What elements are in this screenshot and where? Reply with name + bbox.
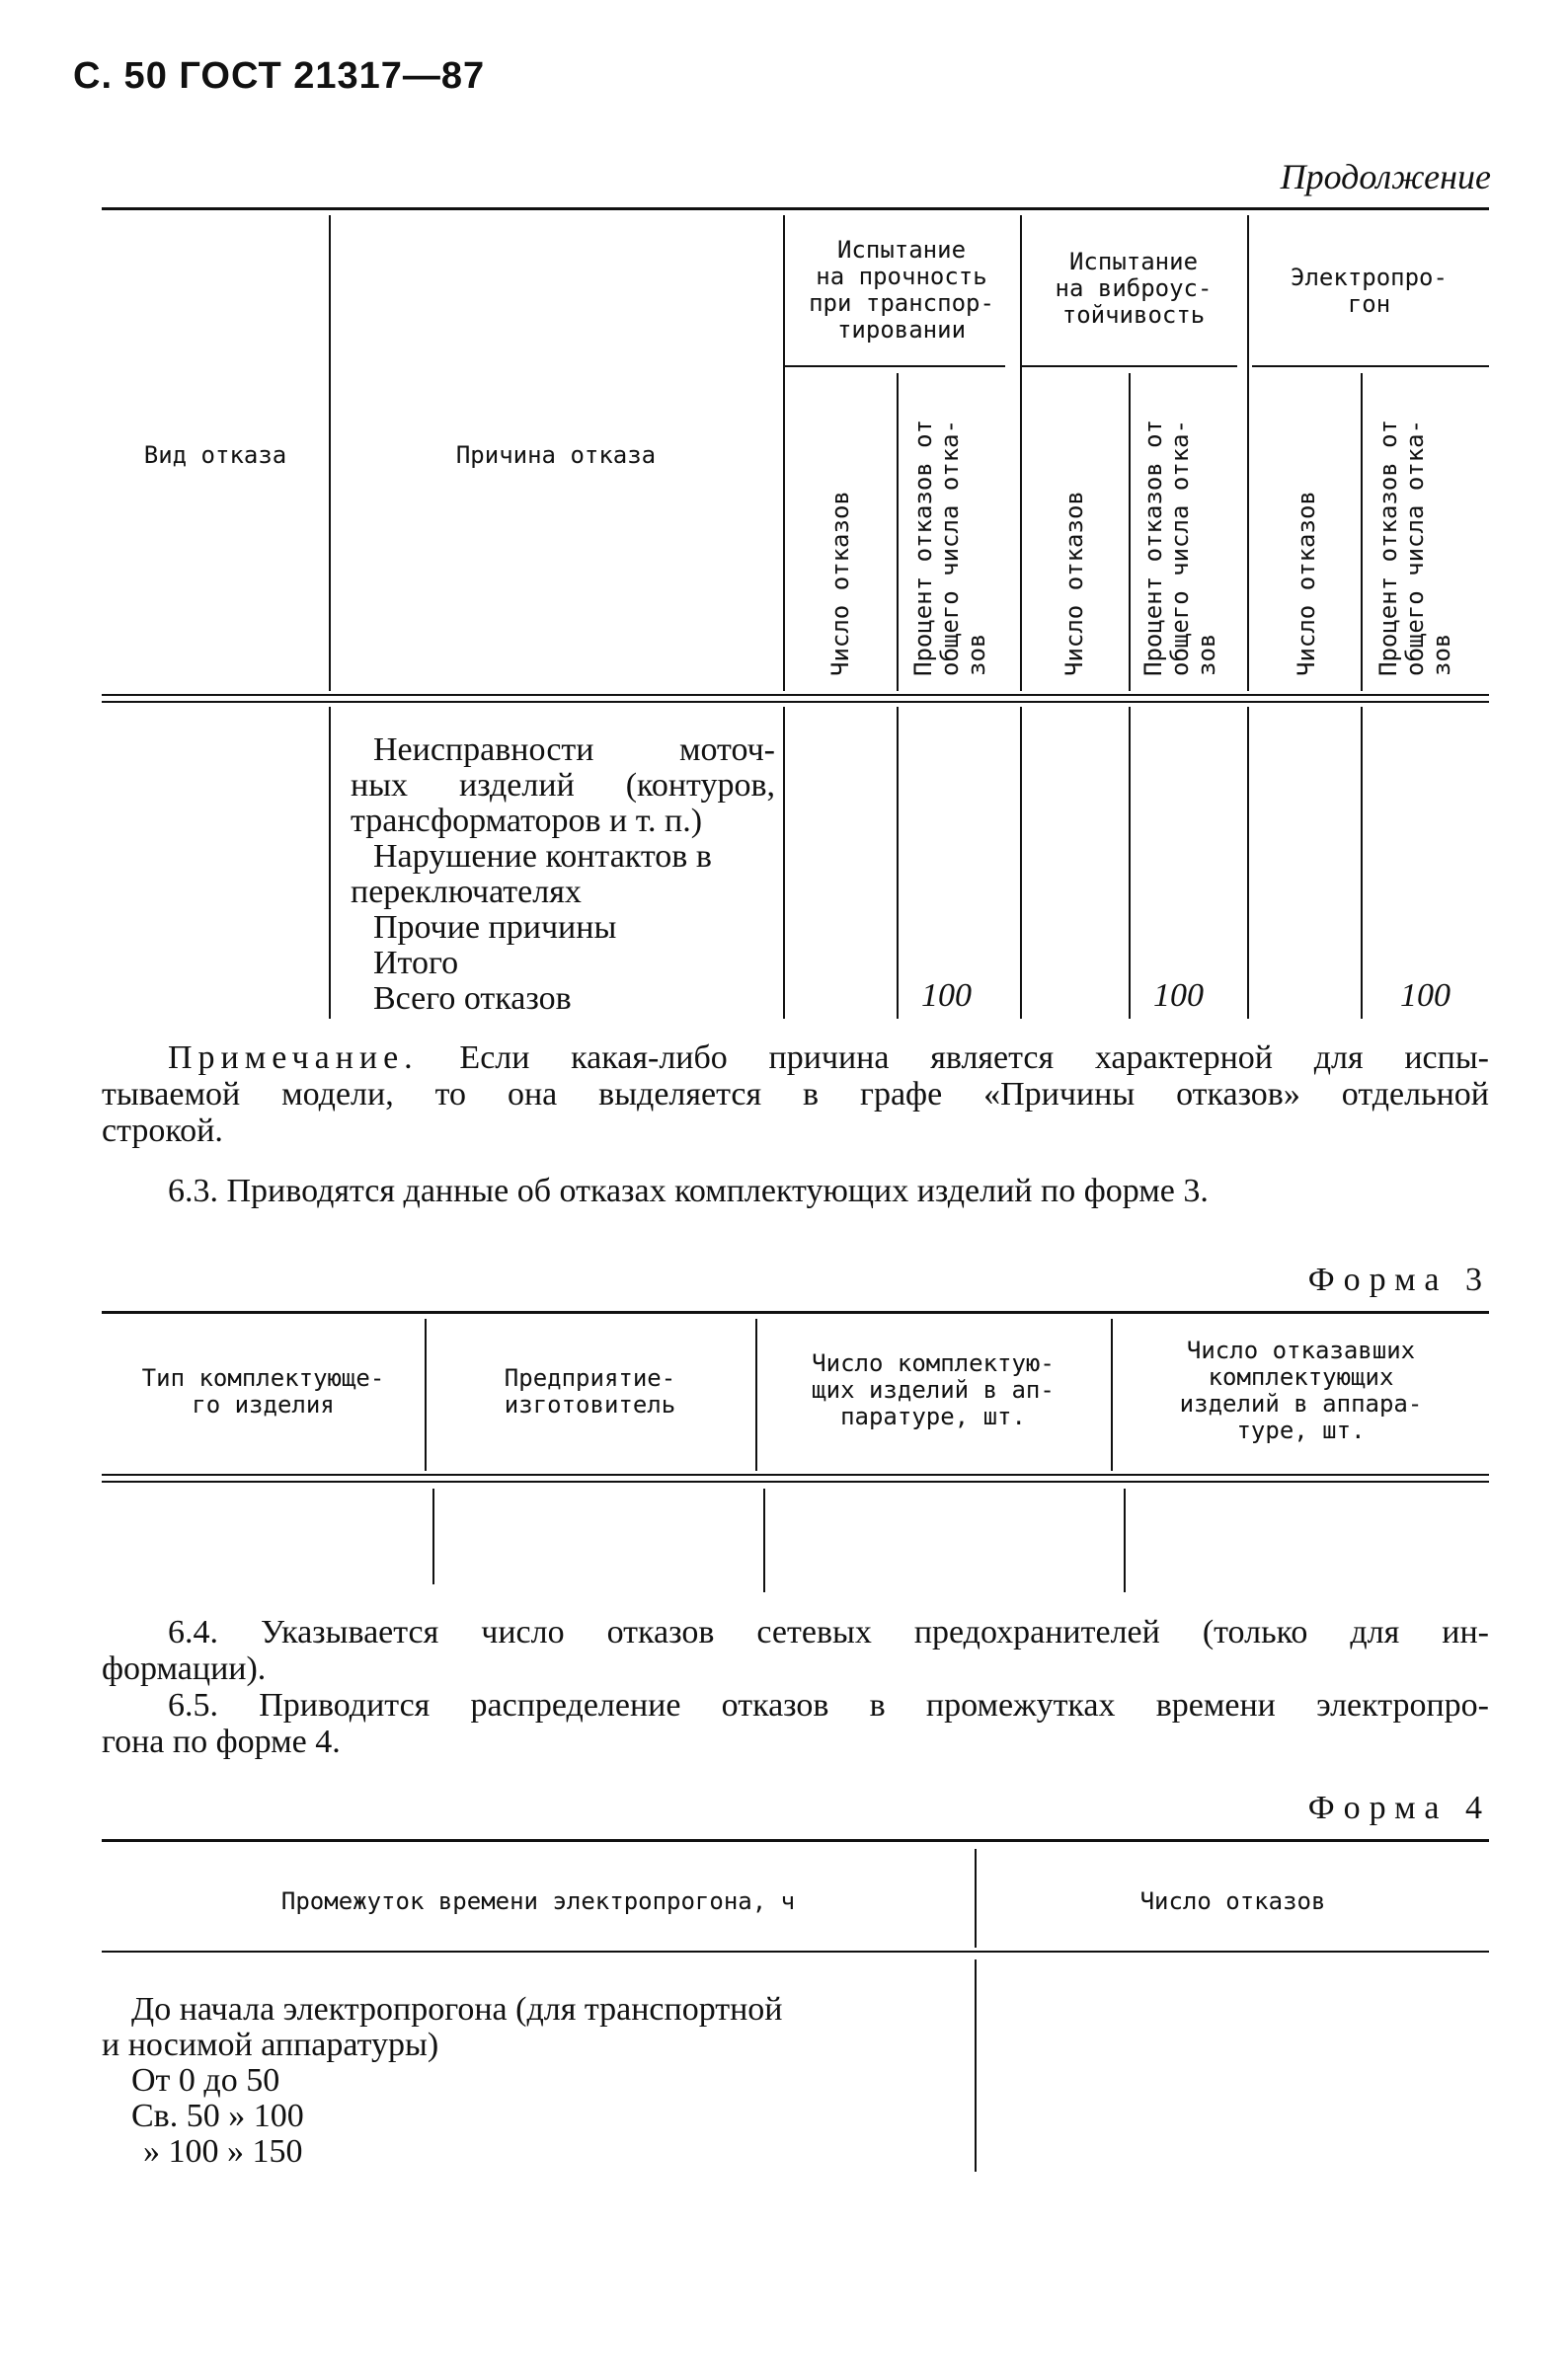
table-note-cont: тываемой модели, то она выделяется в графе «Причины отказов» отдельной строкой. xyxy=(102,1076,1489,1149)
col-header-failure-reason: Причина отказа xyxy=(455,441,657,469)
subheader-percent-1: Процент отказов от общего числа отка- зов xyxy=(909,419,990,676)
form-3-col-component-count: Число комплектую- щих изделий в ап- паратуре, шт. xyxy=(812,1349,1055,1430)
reason-line: переключателях xyxy=(351,874,582,910)
subheader-percent-2: Процент отказов от общего числа отка- зов xyxy=(1139,419,1220,676)
reason-line: трансформаторов и т. п.) xyxy=(351,803,703,839)
form-4-intervals xyxy=(102,1992,951,2170)
form-4-label: Форма 4 xyxy=(1307,1790,1491,1826)
interval-row: Св. 50 » 100 xyxy=(131,2098,304,2134)
subheader-count-3: Число отказов xyxy=(1293,491,1320,676)
subheader-count-2: Число отказов xyxy=(1060,491,1088,676)
interval-row: От 0 до 50 xyxy=(131,2062,280,2099)
note-lead: Примечание. xyxy=(168,1039,419,1076)
total-percent-burn-in: 100 xyxy=(1400,977,1450,1014)
reason-line: ных изделий (контуров, xyxy=(351,767,775,804)
form-4-col-failures: Число отказов xyxy=(1139,1887,1326,1915)
group-header-burn-in: Электропро- гон xyxy=(1291,264,1448,318)
group-header-transport-strength: Испытание на прочность при транспор- тировании xyxy=(809,236,994,344)
reason-line: Всего отказов xyxy=(373,980,572,1017)
page-header: С. 50 ГОСТ 21317—87 xyxy=(73,55,486,97)
paragraph-6-4: 6.4. Указывается число отказов сетевых предохранителей (только для ин- формации). xyxy=(102,1614,1489,1687)
table-note: Примечание. Если какая-либо причина является характерной для испы- xyxy=(168,1039,1490,1076)
paragraph-6-3: 6.3. Приводятся данные об отказах комплектующих изделий по форме 3. xyxy=(168,1173,1209,1209)
total-percent-vibration: 100 xyxy=(1153,977,1204,1014)
form-3-col-type: Тип комплектующе- го изделия xyxy=(141,1364,385,1419)
form-3-col-failed-count: Число отказавших комплектующих изделий в аппара- туре, шт. xyxy=(1179,1337,1423,1444)
paragraph-6-5: 6.5. Приводится распределение отказов в промежутках времени электропро- гона по форме 4. xyxy=(102,1687,1489,1760)
subheader-count-1: Число отказов xyxy=(826,491,854,676)
total-percent-transport: 100 xyxy=(921,977,972,1014)
form-3-label: Форма 3 xyxy=(1307,1262,1491,1298)
interval-row: До начала электропрогона (для транспортной xyxy=(131,1991,783,2028)
reason-line: Неисправности моточ- xyxy=(373,731,775,768)
reason-line: Итого xyxy=(373,945,459,981)
col-header-failure-type: Вид отказа xyxy=(143,441,287,469)
form-3-col-manufacturer: Предприятие- изготовитель xyxy=(504,1364,676,1419)
reason-line: Прочие причины xyxy=(373,909,617,946)
reason-list xyxy=(351,732,775,1017)
subheader-percent-3: Процент отказов от общего числа отка- зов xyxy=(1374,419,1455,676)
continuation-label: Продолжение xyxy=(1280,157,1491,196)
reason-line: Нарушение контактов в xyxy=(373,838,712,875)
interval-row: и носимой аппаратуры) xyxy=(102,2027,439,2063)
group-header-vibration: Испытание на виброус- тойчивость xyxy=(1055,248,1213,329)
interval-row: » 100 » 150 xyxy=(143,2133,303,2170)
form-4-col-interval: Промежуток времени электропрогона, ч xyxy=(280,1887,796,1915)
